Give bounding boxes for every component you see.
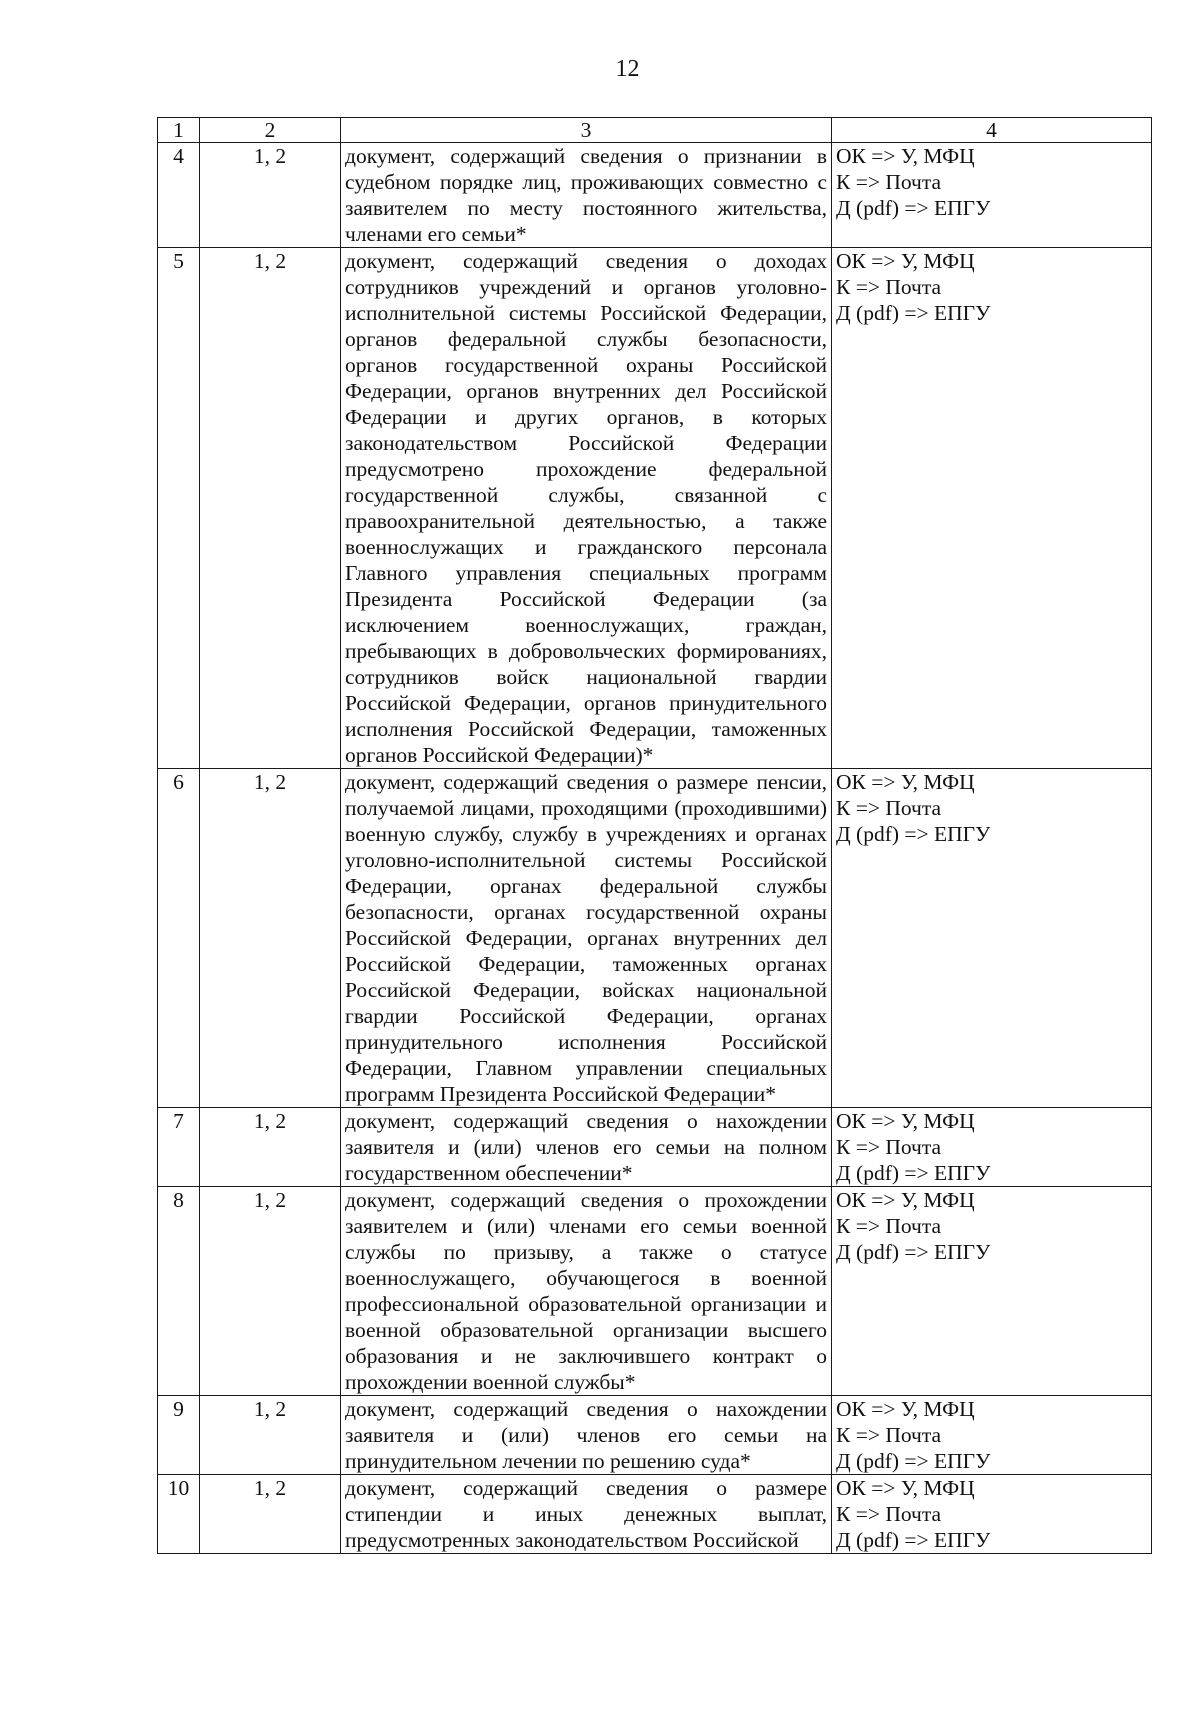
code-epgu: Д (pdf) => ЕПГУ [836,1528,991,1552]
row-category: 1, 2 [200,1108,341,1187]
code-mail: К => Почта [836,1423,942,1447]
code-epgu: Д (pdf) => ЕПГУ [836,1449,991,1473]
code-mail: К => Почта [836,1502,942,1526]
table-row [158,1396,1152,1475]
row-category: 1, 2 [200,1396,341,1475]
row-number: 6 [158,769,200,1108]
code-epgu: Д (pdf) => ЕПГУ [836,822,991,846]
row-delivery-codes [832,769,1152,1108]
table-row [158,769,1152,1108]
row-document-text: документ, содержащий сведения о нахождении заявителя и (или) членов его семьи на принудительном лечении по решению суда* [341,1396,832,1475]
row-category: 1, 2 [200,143,341,248]
row-document-text: документ, содержащий сведения о размере пенсии, получаемой лицами, проходящими (проходившими) военную службу, службу в учреждениях и органах уголовно-исполнительной системы Российской Федерации, органах федеральной службы безопасности, органах государственной охраны Российской Федерации, органах внутренних дел Российской Федерации, таможенных органах Российской Федерации, войсках национальной гвардии Российской Федерации, органах принудительного исполнения Российской Федерации, Главном управлении специальных программ Президента Российской Федерации* [341,769,832,1108]
table-row [158,143,1152,248]
row-document-text: документ, содержащий сведения о доходах сотрудников учреждений и органов уголовно-исполнительной системы Российской Федерации, органов федеральной службы безопасности, органов государственной охраны Российской Федерации, органов внутренних дел Российской Федерации и других органов, в которых законодательством Российской Федерации предусмотрено прохождение федеральной государственной службы, связанной с правоохранительной деятельностью, а также военнослужащих и гражданского персонала Главного управления специальных программ Президента Российской Федерации (за исключением военнослужащих, граждан, пребывающих в добровольческих формированиях, сотрудников войск национальной гвардии Российской Федерации, органов принудительного исполнения Российской Федерации, таможенных органов Российской Федерации)* [341,248,832,769]
table-row [158,1187,1152,1396]
code-in-person: ОК => У, МФЦ [836,1397,975,1421]
row-number: 4 [158,143,200,248]
row-document-text: документ, содержащий сведения о размере стипендии и иных денежных выплат, предусмотренных законодательством Российской [341,1475,832,1554]
row-number: 10 [158,1475,200,1554]
code-epgu: Д (pdf) => ЕПГУ [836,1240,991,1264]
header-cell-1: 1 [158,118,200,143]
code-in-person: ОК => У, МФЦ [836,770,975,794]
row-document-text: документ, содержащий сведения о нахождении заявителя и (или) членов его семьи на полном государственном обеспечении* [341,1108,832,1187]
code-in-person: ОК => У, МФЦ [836,249,975,273]
row-number: 9 [158,1396,200,1475]
table-row [158,1108,1152,1187]
code-epgu: Д (pdf) => ЕПГУ [836,196,991,220]
code-in-person: ОК => У, МФЦ [836,1188,975,1212]
services-table [157,117,1152,1554]
code-in-person: ОК => У, МФЦ [836,1109,975,1133]
code-in-person: ОК => У, МФЦ [836,1476,975,1500]
row-delivery-codes [832,1108,1152,1187]
table-row [158,1475,1152,1554]
row-delivery-codes [832,143,1152,248]
table-row [158,248,1152,769]
row-category: 1, 2 [200,1475,341,1554]
code-mail: К => Почта [836,1214,942,1238]
row-document-text: документ, содержащий сведения о признании в судебном порядке лиц, проживающих совместно с заявителем по месту постоянного жительства, членами его семьи* [341,143,832,248]
row-category: 1, 2 [200,248,341,769]
code-mail: К => Почта [836,170,942,194]
header-cell-4: 4 [832,118,1152,143]
page-number: 12 [615,56,640,82]
row-delivery-codes [832,1475,1152,1554]
row-number: 5 [158,248,200,769]
row-category: 1, 2 [200,769,341,1108]
row-document-text: документ, содержащий сведения о прохождении заявителем и (или) членами его семьи военной службы по призыву, а также о статусе военнослужащего, обучающегося в военной профессиональной образовательной организации и военной образовательной организации высшего образования и не заключившего контракт о прохождении военной службы* [341,1187,832,1396]
row-number: 8 [158,1187,200,1396]
row-delivery-codes [832,248,1152,769]
row-delivery-codes [832,1396,1152,1475]
row-category: 1, 2 [200,1187,341,1396]
row-number: 7 [158,1108,200,1187]
code-mail: К => Почта [836,1135,942,1159]
row-delivery-codes [832,1187,1152,1396]
header-row [158,118,1152,143]
code-epgu: Д (pdf) => ЕПГУ [836,1161,991,1185]
code-mail: К => Почта [836,796,942,820]
code-mail: К => Почта [836,275,942,299]
header-cell-3: 3 [341,118,832,143]
code-in-person: ОК => У, МФЦ [836,144,975,168]
code-epgu: Д (pdf) => ЕПГУ [836,301,991,325]
header-cell-2: 2 [200,118,341,143]
